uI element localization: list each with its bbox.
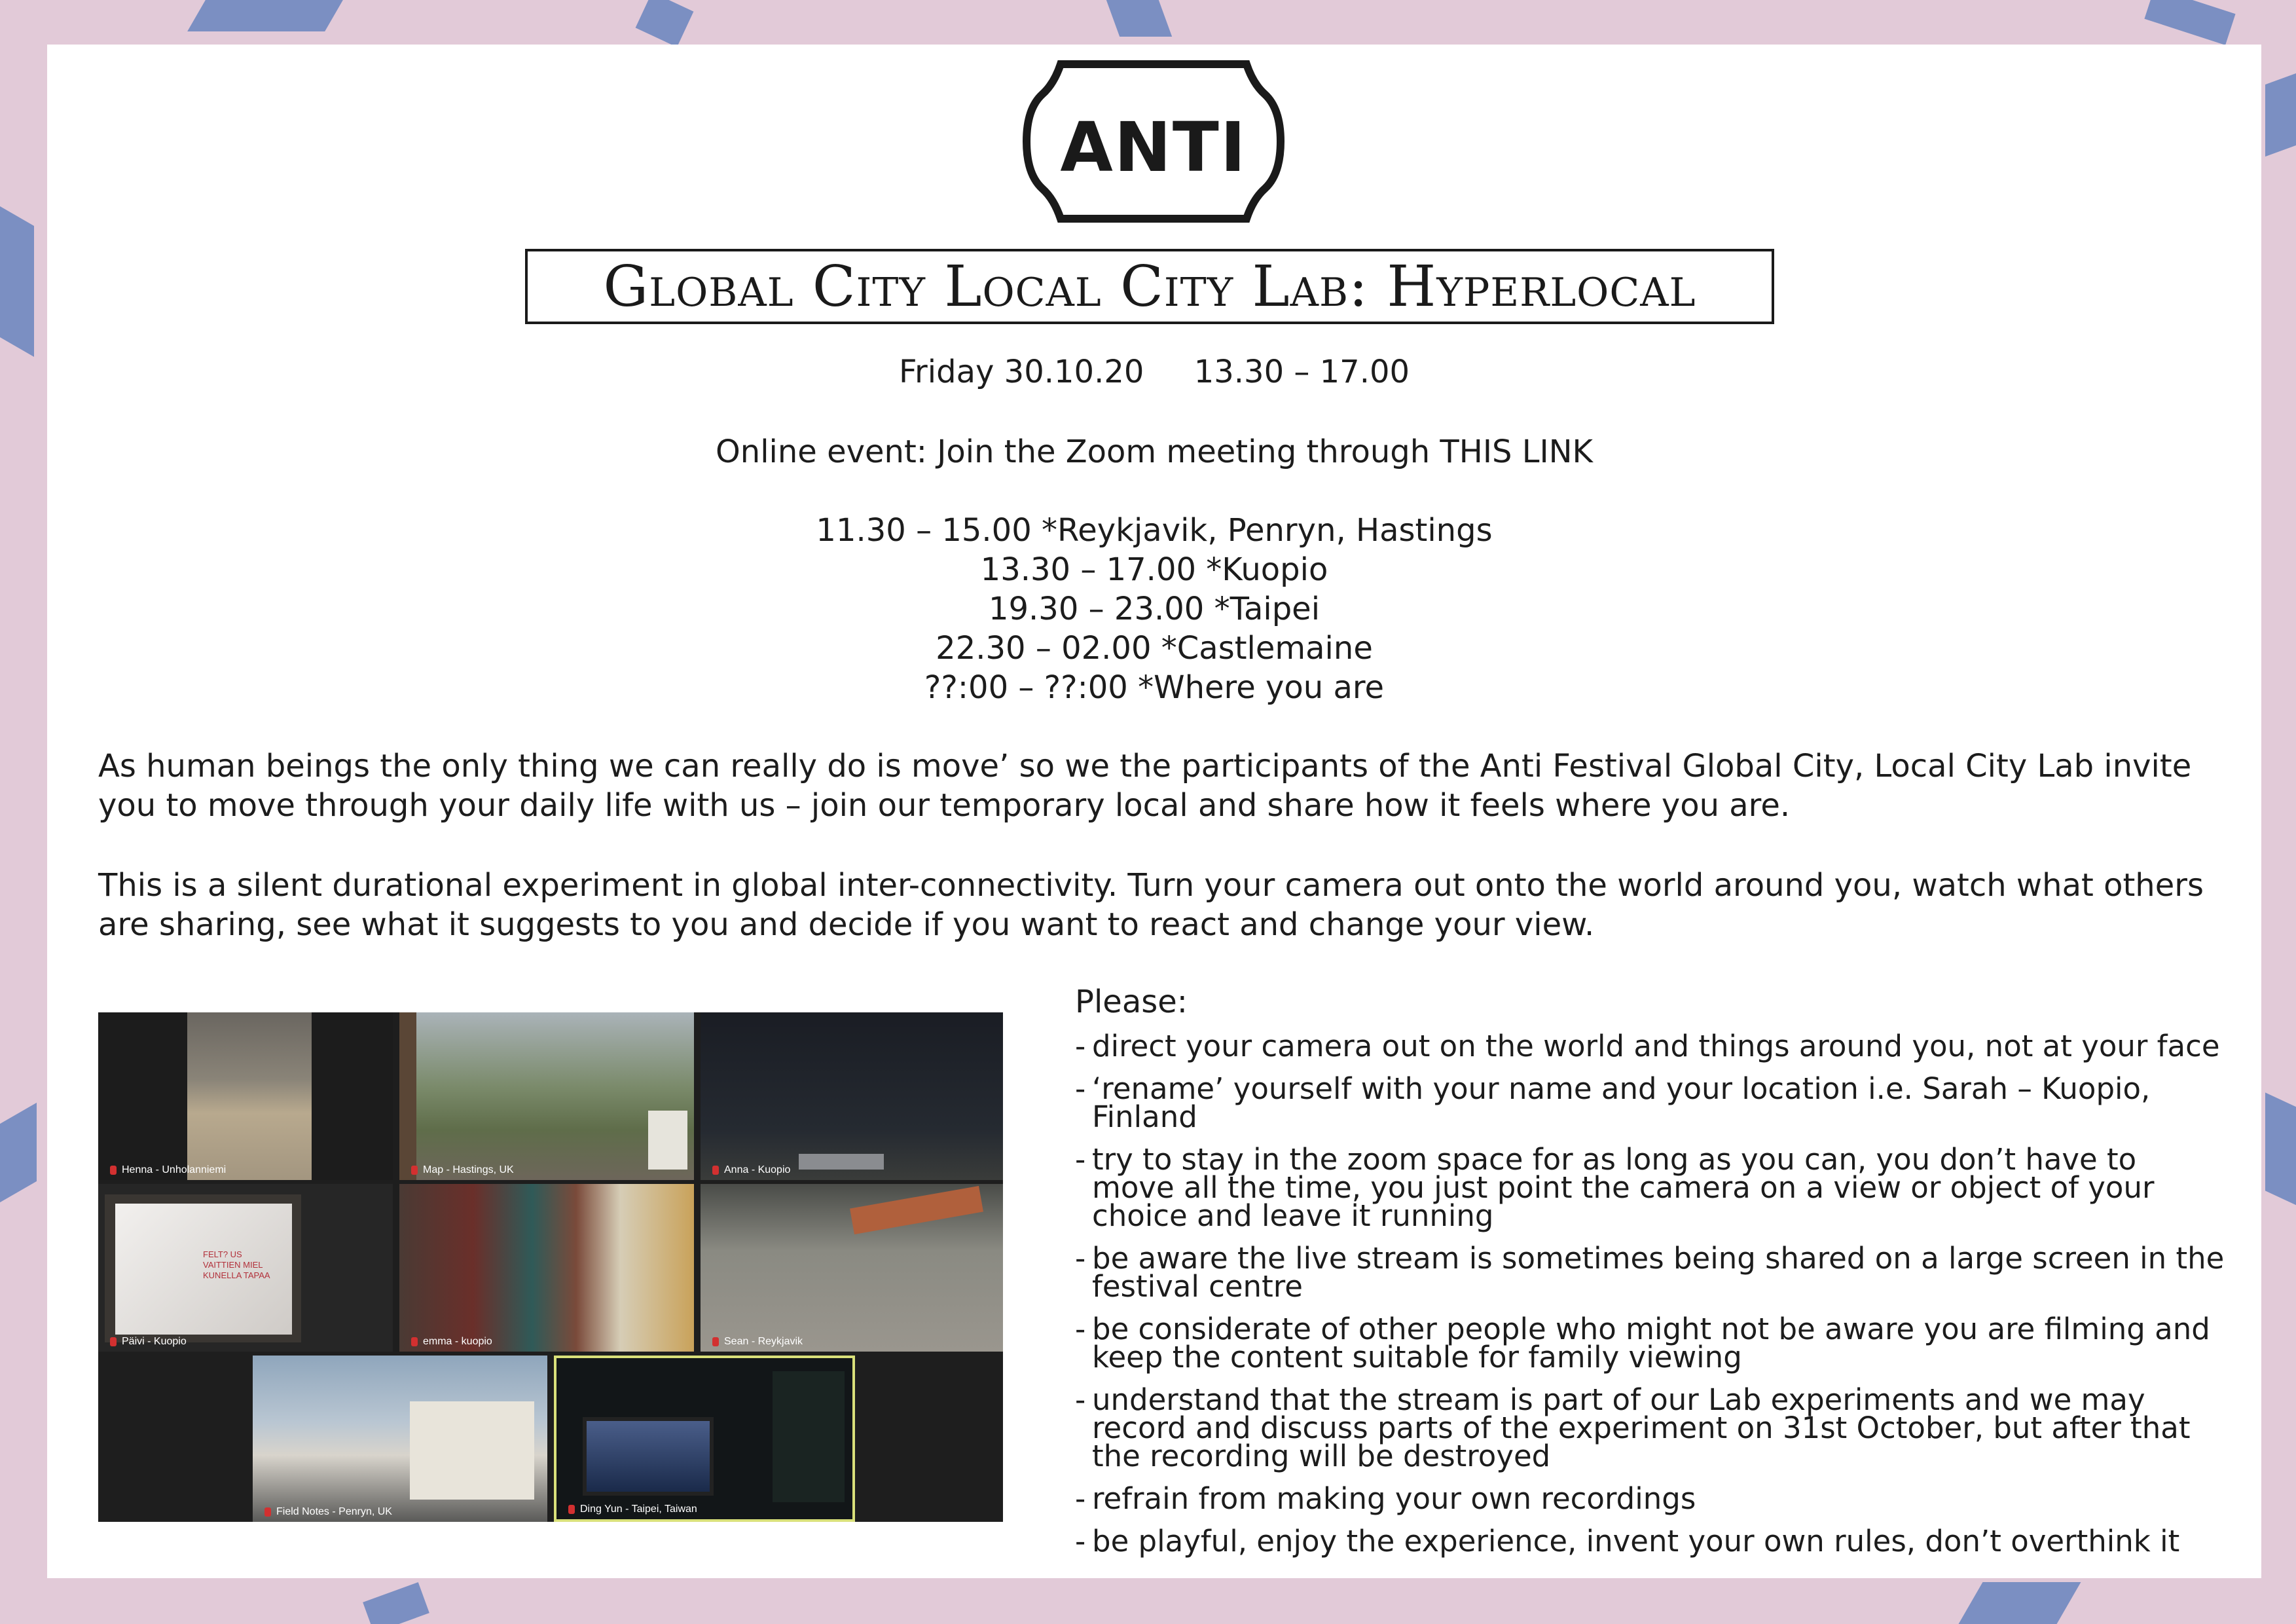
rule-item: - ‘rename’ yourself with your name and your location i.e. Sarah – Kuopio, Finland	[1075, 1075, 2227, 1131]
rule-item: - be playful, enjoy the experience, invent your own rules, don’t overthink it	[1075, 1527, 2227, 1555]
decor-shard	[636, 0, 694, 47]
flyer-panel	[47, 45, 2261, 1578]
online-event-line: Online event: Join the Zoom meeting through THIS LINK	[716, 434, 1593, 470]
video-tile	[98, 1012, 393, 1180]
tile-label: Sean - Reykjavik	[724, 1336, 803, 1347]
schedule-line: 19.30 – 23.00 *Taipei	[988, 591, 1321, 627]
rule-item: - be considerate of other people who might not be aware you are filming and keep the content suitable for family viewing	[1075, 1315, 2227, 1371]
rule-item: - refrain from making your own recordings	[1075, 1485, 2227, 1513]
tile-label: Map - Hastings, UK	[423, 1164, 514, 1175]
page-title: Global City Local City Lab: Hyperlocal	[603, 253, 1696, 320]
title-box	[525, 249, 1774, 324]
logo-text: ANTI	[1060, 107, 1247, 187]
date-line: Friday 30.10.20 13.30 – 17.00	[898, 354, 1410, 390]
mic-muted-icon	[712, 1337, 719, 1346]
video-tile	[701, 1184, 1003, 1352]
decor-shard	[1106, 0, 1172, 37]
video-tile	[701, 1012, 1003, 1180]
mic-muted-icon	[411, 1337, 418, 1346]
decor-shard	[1959, 1582, 2081, 1624]
tile-label: Anna - Kuopio	[724, 1164, 791, 1175]
zoom-screenshot	[98, 1012, 1003, 1522]
decor-shard	[2144, 0, 2235, 45]
decor-shard	[2265, 73, 2296, 157]
rule-item: - direct your camera out on the world and things around you, not at your face	[1075, 1032, 2227, 1060]
anti-logo	[1023, 56, 1285, 227]
tile-label: Field Notes - Penryn, UK	[276, 1506, 392, 1517]
video-tile	[399, 1012, 694, 1180]
video-tile	[98, 1184, 393, 1352]
tile-sign-text: FELT? US VAITTIEN MIEL KUNELLA TAPAA	[203, 1249, 270, 1280]
decor-shard	[187, 0, 343, 31]
intro-paragraph: As human beings the only thing we can really do is move’ so we the participants of the Anti Festival Global City, Local City Lab invite you to move through your daily life with us – join our temporary local and share how it feels where you are.	[98, 748, 2192, 824]
mic-muted-icon	[264, 1507, 271, 1517]
tile-label: emma - kuopio	[423, 1336, 492, 1347]
tile-label: Päivi - Kuopio	[122, 1336, 187, 1347]
decor-shard	[2265, 1092, 2296, 1206]
rule-item: - be aware the live stream is sometimes being shared on a large screen in the festival centre	[1075, 1244, 2227, 1301]
mic-muted-icon	[110, 1166, 117, 1175]
tile-label: Henna - Unholanniemi	[122, 1164, 227, 1175]
mic-muted-icon	[712, 1166, 719, 1175]
rule-item: - understand that the stream is part of our Lab experiments and we may record and discuss parts of the experiment on 31st October, but after that the recording will be destroyed	[1075, 1386, 2227, 1470]
decor-shard	[0, 1103, 37, 1202]
schedule-line: ??:00 – ??:00 *Where you are	[924, 669, 1385, 706]
tile-label: Ding Yun - Taipei, Taiwan	[580, 1504, 697, 1515]
decor-shard	[363, 1582, 429, 1624]
schedule-line: 11.30 – 15.00 *Reykjavik, Penryn, Hastings	[816, 512, 1493, 549]
mic-muted-icon	[110, 1337, 117, 1346]
schedule-line: 13.30 – 17.00 *Kuopio	[980, 551, 1328, 588]
mic-muted-icon	[568, 1505, 575, 1514]
video-tile	[253, 1356, 547, 1522]
rules-list	[1075, 984, 2227, 1570]
video-tile	[554, 1356, 855, 1522]
video-tile	[399, 1184, 694, 1352]
rule-item: - try to stay in the zoom space for as long as you can, you don’t have to move all the time, you just point the camera on a view or object of your choice and leave it running	[1075, 1145, 2227, 1230]
decor-shard	[0, 206, 34, 357]
please-heading: Please:	[1075, 984, 1188, 1020]
schedule-line: 22.30 – 02.00 *Castlemaine	[936, 630, 1373, 667]
mic-muted-icon	[411, 1166, 418, 1175]
experiment-paragraph: This is a silent durational experiment in global inter-connectivity. Turn your camera out onto the world around you, watch what others are sharing, see what it suggests to you and decide if you want to react and change your view.	[98, 867, 2204, 943]
